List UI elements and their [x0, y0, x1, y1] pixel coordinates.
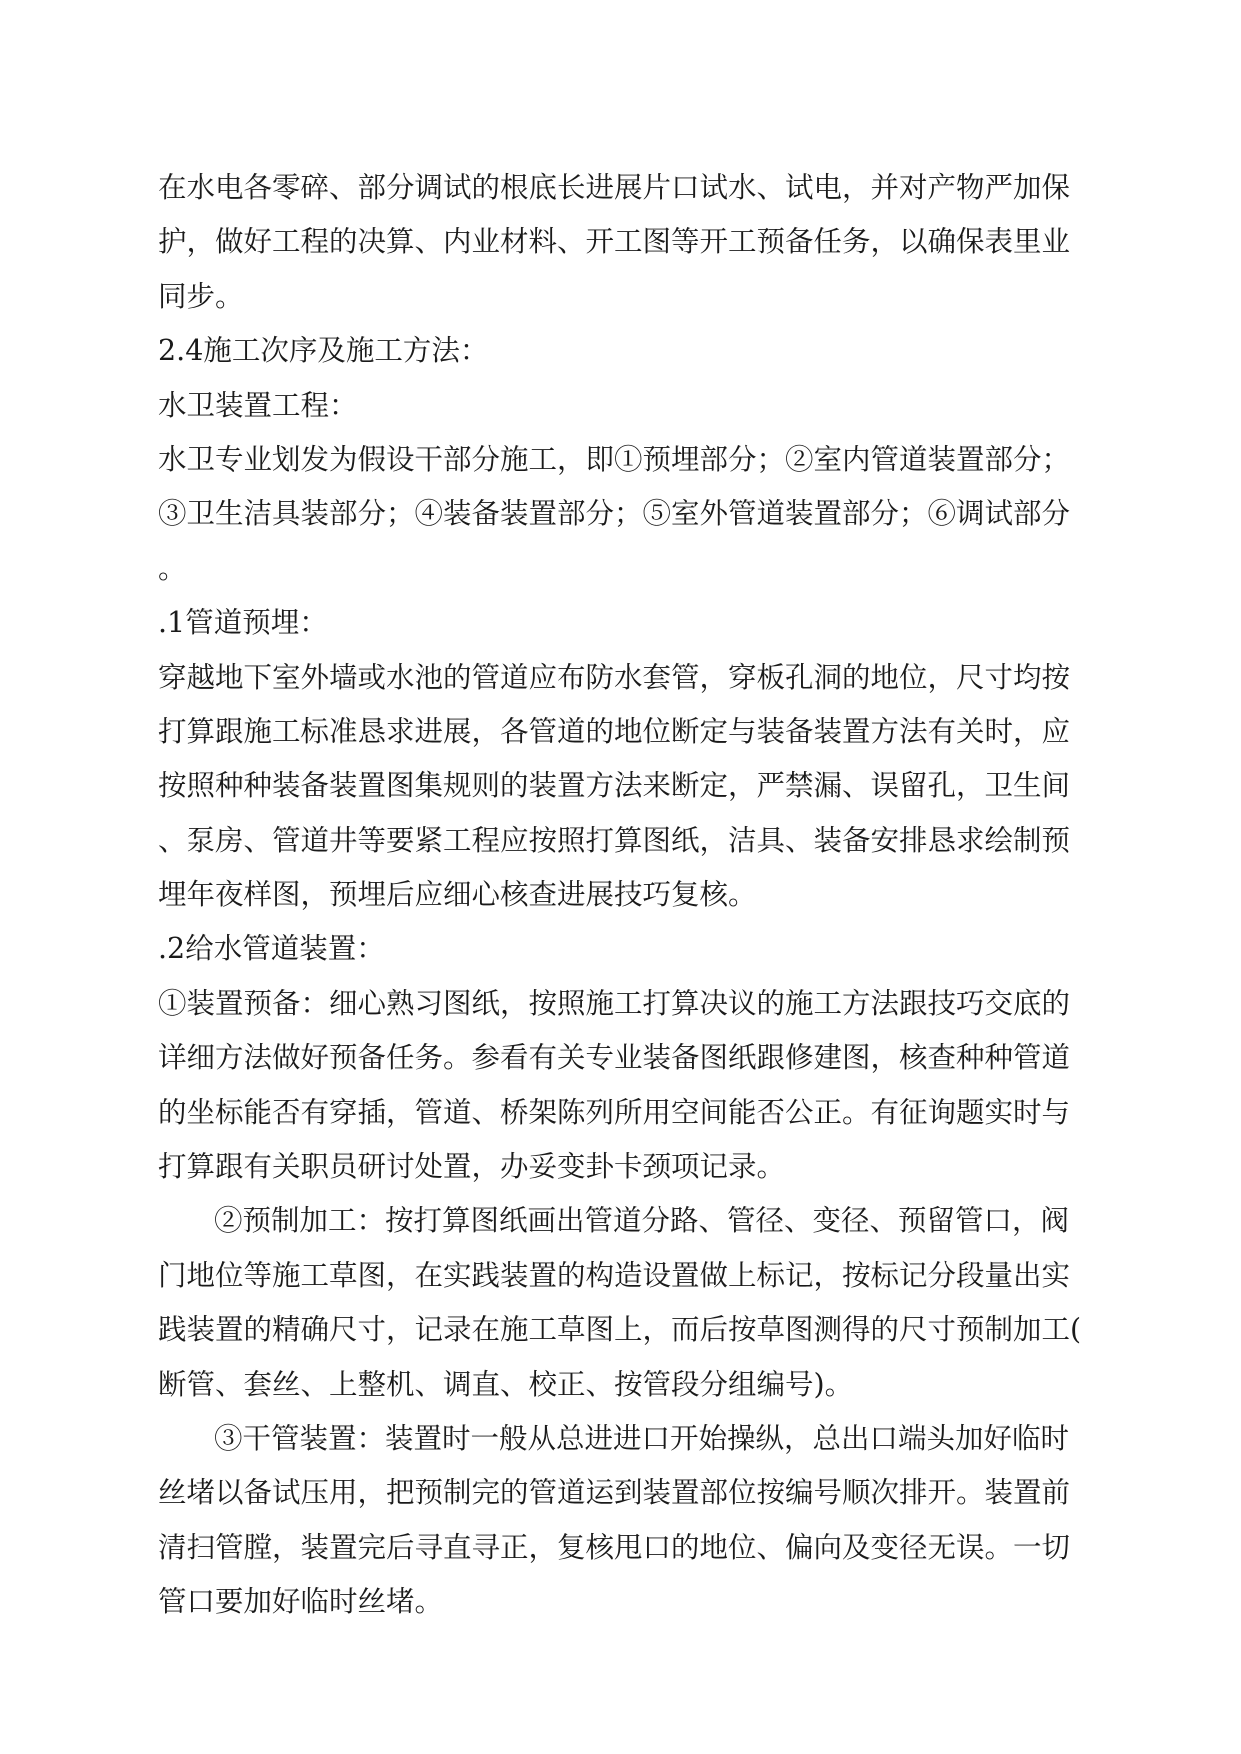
paragraph-line: 的坐标能否有穿插，管道、桥架陈列所用空间能否公正。有征询题实时与: [158, 1095, 1071, 1129]
paragraph-line: ③干管装置：装置时一般从总进进口开始操纵，总出口端头加好临时: [214, 1421, 1070, 1455]
paragraph-line: 门地位等施工草图，在实践装置的构造设置做上标记，按标记分段量出实: [158, 1258, 1071, 1292]
paragraph-line: 同步。: [158, 279, 244, 313]
paragraph-line: ②预制加工：按打算图纸画出管道分路、管径、变径、预留管口，阀: [214, 1204, 1070, 1238]
paragraph-line: 打算跟施工标准恳求进展，各管道的地位断定与装备装置方法有关时，应: [158, 714, 1071, 748]
paragraph-line: ①装置预备：细心熟习图纸，按照施工打算决议的施工方法跟技巧交底的: [158, 986, 1071, 1020]
paragraph-line: 穿越地下室外墙或水池的管道应布防水套管，穿板孔洞的地位，尺寸均按: [158, 660, 1071, 694]
paragraph-line: 断管、套丝、上整机、调直、校正、按管段分组编号)。: [158, 1367, 854, 1401]
paragraph-line: 水卫专业划发为假设干部分施工，即①预埋部分；②室内管道装置部分；: [158, 442, 1071, 476]
paragraph-line: 护，做好工程的决算、内业材料、开工图等开工预备任务，以确保表里业: [158, 225, 1071, 259]
paragraph-line: 打算跟有关职员研讨处置，办妥变卦卡颈项记录。: [158, 1150, 786, 1184]
paragraph-line: 践装置的精确尺寸，记录在施工草图上，而后按草图测得的尺寸预制加工(: [158, 1313, 1082, 1347]
paragraph-line: 按照种种装备装置图集规则的装置方法来断定，严禁漏、误留孔，卫生间: [158, 769, 1071, 803]
paragraph-line: 。: [158, 551, 187, 585]
paragraph-line: 管口要加好临时丝堵。: [158, 1585, 444, 1619]
paragraph-line: ③卫生洁具装部分；④装备装置部分；⑤室外管道装置部分；⑥调试部分: [158, 497, 1071, 531]
subsection-heading: .2给水管道装置：: [158, 932, 385, 966]
paragraph-line: 、泵房、管道井等要紧工程应按照打算图纸，洁具、装备安排恳求绘制预: [158, 823, 1071, 857]
subsection-heading: 水卫装置工程：: [158, 388, 358, 422]
paragraph-line: 埋年夜样图，预埋后应细心核查进展技巧复核。: [158, 878, 757, 912]
subsection-heading: .1管道预埋：: [158, 606, 328, 640]
document-body: [158, 161, 1108, 1630]
paragraph-line: 在水电各零碎、部分调试的根底长进展片口试水、试电，并对产物严加保: [158, 171, 1071, 204]
section-heading: 2.4施工次序及施工方法：: [158, 334, 489, 368]
paragraph-line: 清扫管膛，装置完后寻直寻正，复核甩口的地位、偏向及变径无误。一切: [158, 1530, 1071, 1564]
paragraph-line: 详细方法做好预备任务。参看有关专业装备图纸跟修建图，核查种种管道: [158, 1041, 1071, 1075]
paragraph-line: 丝堵以备试压用，把预制完的管道运到装置部位按编号顺次排开。装置前: [158, 1476, 1071, 1510]
